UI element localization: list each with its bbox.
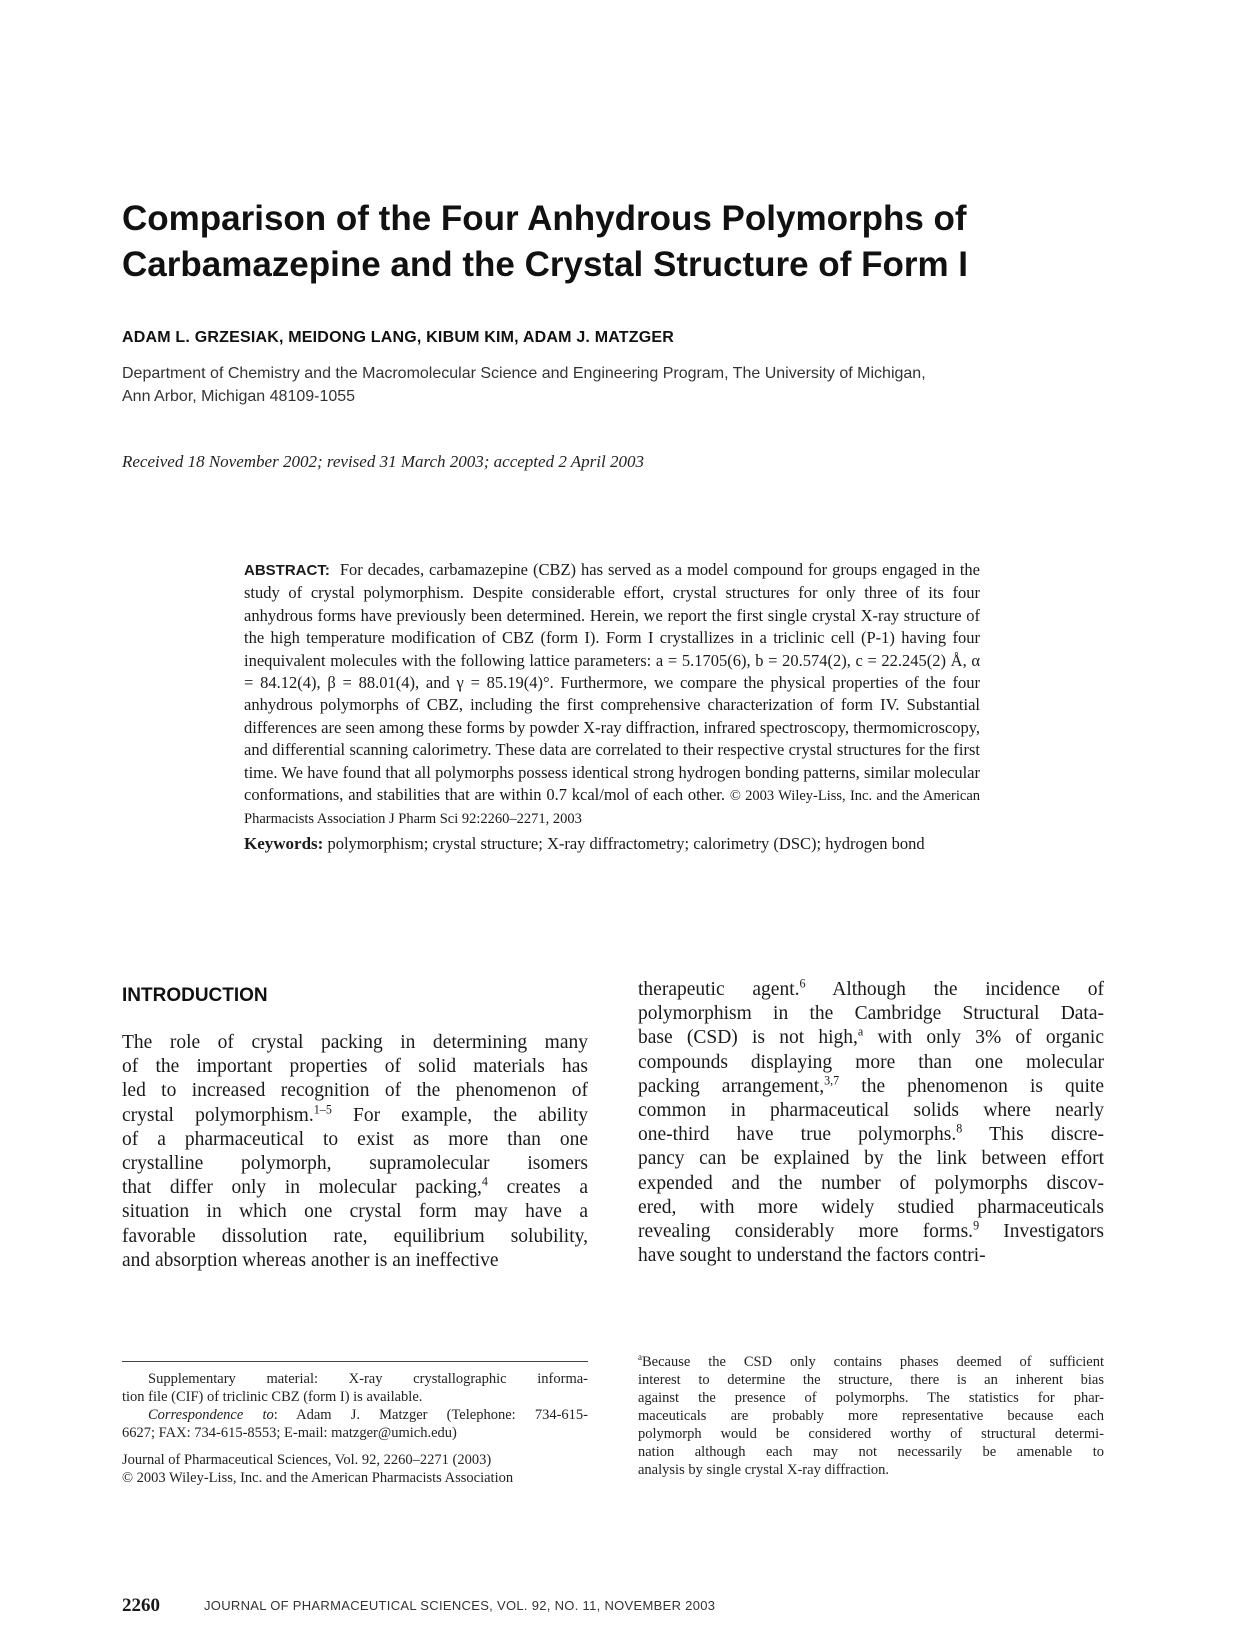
text-line: of the important properties of solid materials has (122, 1056, 588, 1078)
reference-marker: 6 (799, 976, 806, 991)
text-fragment: the phenomenon is quite (839, 1075, 1104, 1097)
text-line: ered, with more widely studied pharmaceuticals (638, 1196, 1104, 1218)
text-fragment: base (CSD) is not high, (638, 1027, 858, 1049)
text-line: common in pharmaceutical solids where nearly (638, 1100, 1104, 1122)
footnote-line: tion file (CIF) of triclinic CBZ (form I) is available. (122, 1389, 423, 1405)
text-line: of a pharmaceutical to exist as more than one (122, 1128, 588, 1150)
text-line: have sought to understand the factors contri- (638, 1245, 986, 1267)
intro-right-column (638, 978, 1104, 1268)
journal-note (122, 1451, 588, 1487)
reference-marker: 4 (481, 1174, 488, 1189)
article-title (122, 196, 1122, 288)
title-line: Comparison of the Four Anhydrous Polymorphs of (122, 199, 967, 238)
correspondence-text: : Adam J. Matzger (Telephone: 734-615- (273, 1407, 588, 1423)
abstract-text: For decades, carbamazepine (CBZ) has served as a model compound for groups engaged in the study of crystal polymorphism. Despite considerable effort, crystal structures for only three of its four anhydrous forms have previously been determined. Herein, we report the first single crystal X-ray structure of the high temperature modification of CBZ (form I). Form I crystallizes in a triclinic cell (P-1) having four inequivalent molecules with the following lattice parameters: a = 5.1705(6), b = 20.574(2), c = 22.245(2) Å, α = 84.12(4), β = 88.01(4), and γ = 85.19(4)°. Furthermore, we compare the physical properties of the four anhydrous polymorphs of CBZ, including the first comprehensive characterization of form IV. Substantial differences are seen among these forms by powder X-ray diffraction, infrared spectroscopy, thermomicroscopy, and differential scanning calorimetry. These data are correlated to their respective crystal structures for the first time. We have found that all polymorphs possess identical strong hydrogen bonding patterns, similar molecular conformations, and stabilities that are within 0.7 kcal/mol of each other. (244, 560, 980, 805)
journal-note-line: Journal of Pharmaceutical Sciences, Vol. 92, 2260–2271 (2003) (122, 1452, 492, 1468)
author-list: ADAM L. GRZESIAK, MEIDONG LANG, KIBUM KIM, ADAM J. MATZGER (122, 329, 675, 346)
footnote-text: Because the CSD only contains phases deemed of sufficient (642, 1354, 1104, 1370)
text-fragment: creates a (487, 1177, 589, 1199)
received-dates: Received 18 November 2002; revised 31 March 2003; accepted 2 April 2003 (122, 452, 644, 471)
journal-note-line: © 2003 Wiley-Liss, Inc. and the American Pharmacists Association (122, 1470, 514, 1486)
text-fragment: This discre- (962, 1124, 1104, 1146)
footnote-marker: a (638, 1352, 642, 1363)
footnote-line: nation although each may not necessarily be amenable to (638, 1444, 1104, 1460)
text-fragment: one-third have true polymorphs. (638, 1124, 957, 1146)
abstract (244, 559, 980, 855)
text-line: favorable dissolution rate, equilibrium solubility, (122, 1225, 588, 1247)
text-line (638, 978, 1104, 1002)
page-number: 2260 (122, 1595, 160, 1616)
abstract-body (244, 559, 980, 831)
footnote-line: polymorph would be considered worthy of structural determi- (638, 1426, 1104, 1442)
footnote-line (638, 1353, 1104, 1371)
footnote-line: 6627; FAX: 734-615-8553; E-mail: matzger@umich.edu) (122, 1425, 457, 1441)
keywords-text: polymorphism; crystal structure; X-ray diffractometry; calorimetry (DSC); hydrogen bond (327, 833, 925, 853)
running-footer: JOURNAL OF PHARMACEUTICAL SCIENCES, VOL. 92, NO. 11, NOVEMBER 2003 (204, 1598, 716, 1613)
text-line: compounds displaying more than one molecular (638, 1051, 1104, 1073)
text-fragment: with only 3% of organic (863, 1027, 1104, 1049)
text-line (638, 1220, 1104, 1244)
correspondence-label: Correspondence to (148, 1407, 274, 1423)
text-fragment: that differ only in molecular packing, (122, 1177, 482, 1199)
footnote-line (122, 1406, 588, 1424)
text-line (638, 1075, 1104, 1099)
text-line (122, 1104, 588, 1128)
text-fragment: crystal polymorphism. (122, 1104, 314, 1126)
reference-marker: 3,7 (824, 1073, 840, 1088)
text-line: expended and the number of polymorphs discov- (638, 1172, 1104, 1194)
keywords-label: Keywords: (244, 833, 324, 853)
text-line: and absorption whereas another is an ineffective (122, 1249, 499, 1271)
text-fragment: therapeutic agent. (638, 979, 800, 1000)
footnote-marker: a (857, 1024, 864, 1039)
text-fragment: revealing considerably more forms. (638, 1221, 974, 1243)
footnote-line: analysis by single crystal X-ray diffraction. (638, 1462, 889, 1478)
footnote-divider (122, 1361, 588, 1362)
abstract-citation: © 2003 Wiley-Liss, Inc. and the American Pharmacists Association J Pharm Sci 92:2260–2271, 2003 (244, 788, 981, 828)
footnote-line: against the presence of polymorphs. The statistics for phar- (638, 1390, 1104, 1406)
text-line: crystalline polymorph, supramolecular isomers (122, 1153, 588, 1175)
affiliation-line: Department of Chemistry and the Macromolecular Science and Engineering Program, The University of Michigan, (122, 365, 926, 382)
footnote-line: maceuticals are probably more representative because each (638, 1408, 1104, 1424)
text-line (638, 1026, 1104, 1050)
affiliation-line: Ann Arbor, Michigan 48109-1055 (122, 388, 356, 405)
page-footer (122, 1595, 716, 1619)
text-fragment: Investigators (979, 1221, 1104, 1243)
footnote-a (638, 1353, 1104, 1479)
text-line: The role of crystal packing in determining many (122, 1032, 588, 1053)
affiliation (122, 362, 1062, 408)
text-line: pancy can be explained by the link between effort (638, 1148, 1104, 1170)
text-fragment: Although the incidence of (805, 979, 1104, 1000)
reference-marker: 1–5 (313, 1102, 332, 1117)
text-line: led to increased recognition of the phenomenon of (122, 1080, 588, 1102)
text-line (122, 1176, 588, 1200)
text-fragment: For example, the ability (331, 1104, 588, 1126)
abstract-label: ABSTRACT: (244, 562, 330, 579)
text-fragment: packing arrangement, (638, 1075, 825, 1097)
text-line: polymorphism in the Cambridge Structural Data- (638, 1003, 1104, 1025)
keywords (244, 833, 980, 855)
footnote-line: interest to determine the structure, there is an inherent bias (638, 1372, 1104, 1388)
intro-left-column (122, 1031, 588, 1273)
reference-marker: 9 (973, 1218, 980, 1233)
text-line: situation in which one crystal form may have a (122, 1201, 588, 1223)
title-line: Carbamazepine and the Crystal Structure of Form I (122, 245, 969, 284)
text-line (638, 1123, 1104, 1147)
section-heading-introduction: INTRODUCTION (122, 985, 268, 1006)
footnote-supplementary (122, 1370, 588, 1442)
footnote-line: Supplementary material: X-ray crystallographic informa- (148, 1371, 588, 1387)
reference-marker: 8 (956, 1121, 963, 1136)
